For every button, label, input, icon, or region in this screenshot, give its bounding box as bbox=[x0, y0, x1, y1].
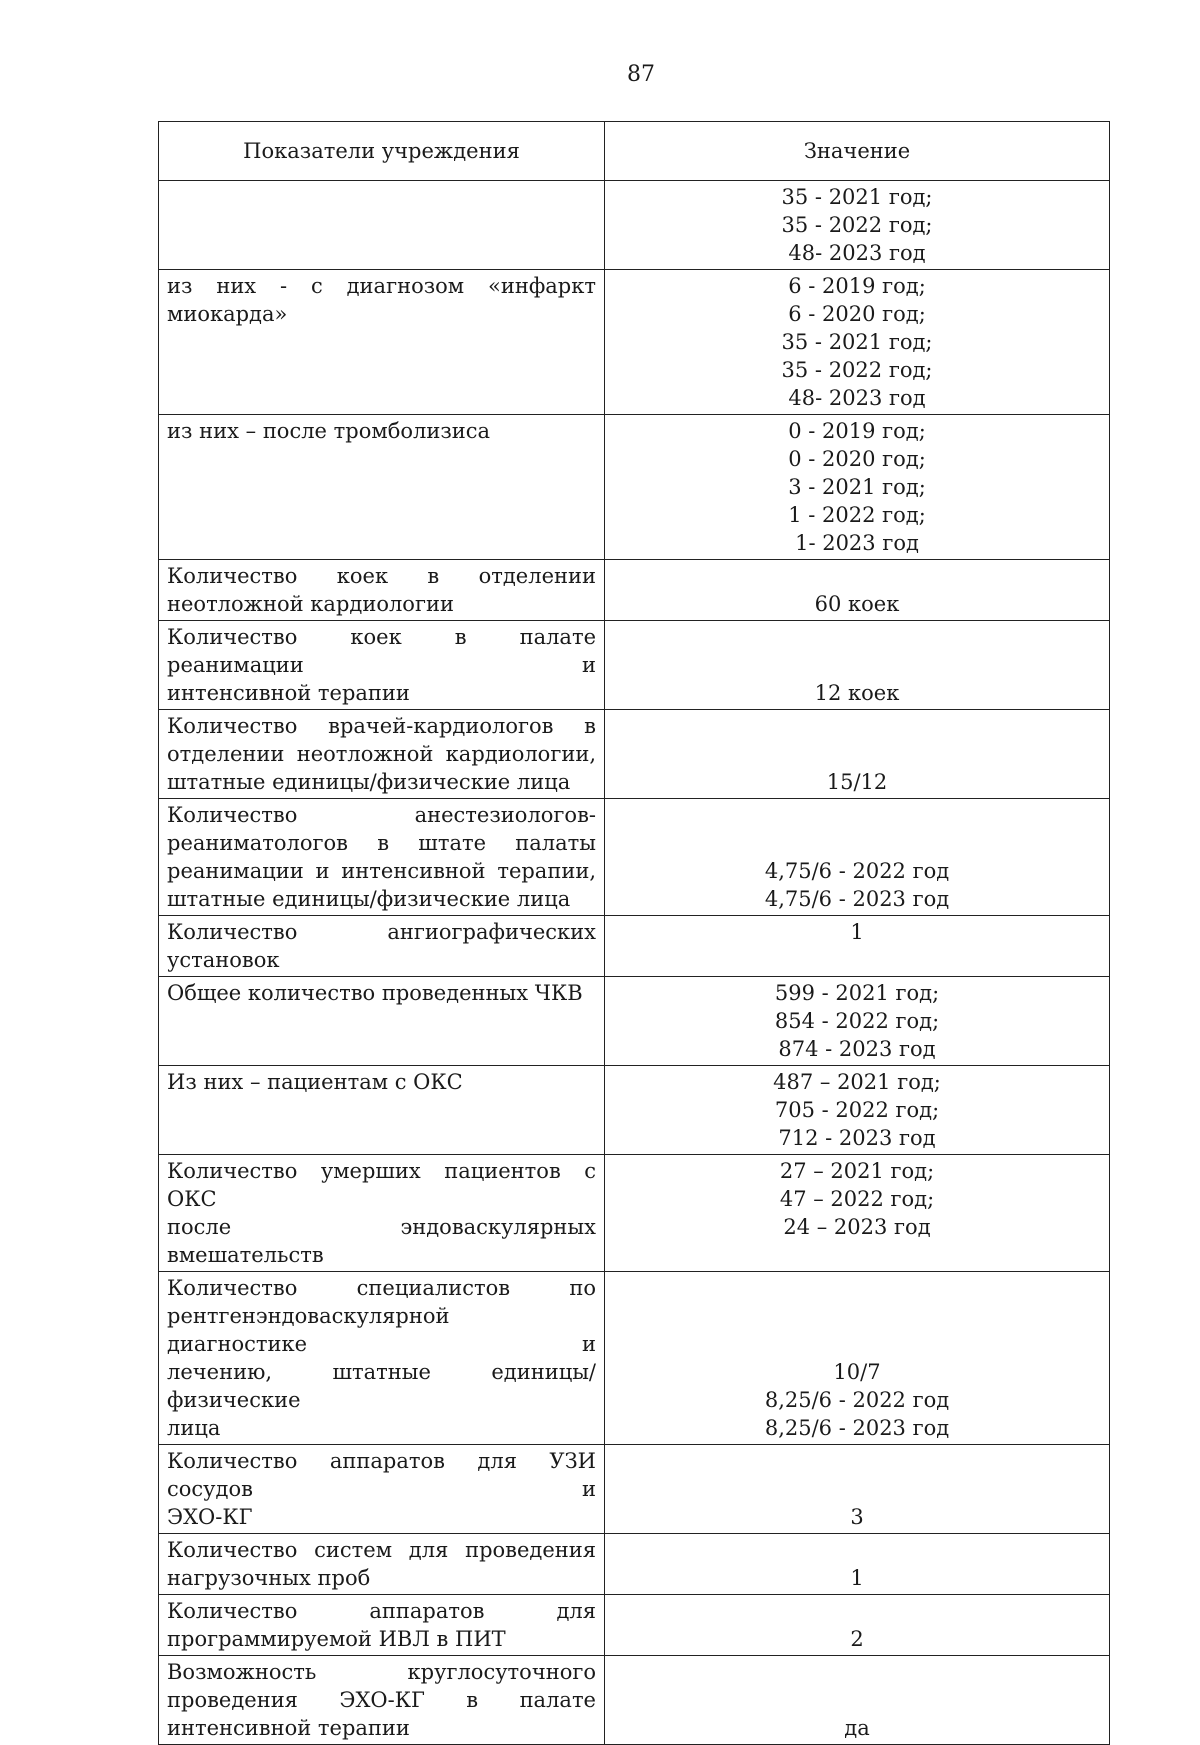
header-indicators: Показатели учреждения bbox=[159, 122, 605, 181]
table-row bbox=[159, 977, 1110, 1066]
value-line: 35 - 2022 год; bbox=[781, 358, 933, 382]
indicator-cell bbox=[159, 560, 605, 621]
indicator-line: Количество умерших пациентов с ОКС bbox=[167, 1159, 596, 1211]
indicator-cell bbox=[159, 1656, 605, 1745]
value-line: 47 – 2022 год; bbox=[779, 1187, 935, 1211]
indicator-line: лица bbox=[167, 1416, 221, 1440]
table-row bbox=[159, 1534, 1110, 1595]
value-cell bbox=[605, 916, 1110, 977]
indicator-line: Количество коек в палате реанимации и bbox=[167, 625, 596, 677]
value-line: да bbox=[844, 1716, 870, 1740]
indicator-cell bbox=[159, 270, 605, 415]
value-line: 48- 2023 год bbox=[788, 241, 926, 265]
value-line: 6 - 2020 год; bbox=[788, 302, 926, 326]
indicator-line: Количество специалистов по bbox=[167, 1276, 596, 1300]
value-cell bbox=[605, 1272, 1110, 1445]
value-line: 599 - 2021 год; bbox=[774, 981, 940, 1005]
indicator-cell bbox=[159, 621, 605, 710]
indicator-cell bbox=[159, 1155, 605, 1272]
indicator-line: Возможность круглосуточного bbox=[167, 1660, 596, 1684]
value-line: 4,75/6 - 2022 год bbox=[764, 859, 950, 883]
value-cell bbox=[605, 270, 1110, 415]
value-line: 15/12 bbox=[826, 770, 888, 794]
value-line: 35 - 2021 год; bbox=[781, 330, 933, 354]
indicator-line: реаниматологов в штате палаты bbox=[167, 831, 596, 855]
value-line: 3 - 2021 год; bbox=[788, 475, 926, 499]
indicator-cell bbox=[159, 710, 605, 799]
indicator-line: интенсивной терапии bbox=[167, 1716, 410, 1740]
indicator-line: отделении неотложной кардиологии, bbox=[167, 742, 596, 766]
value-cell bbox=[605, 415, 1110, 560]
value-line: 35 - 2022 год; bbox=[781, 213, 933, 237]
indicator-line: Количество анестезиологов- bbox=[167, 803, 596, 827]
indicator-line: реанимации и интенсивной терапии, bbox=[167, 859, 596, 883]
indicator-cell bbox=[159, 1445, 605, 1534]
table-body bbox=[159, 181, 1110, 1745]
value-line: 27 – 2021 год; bbox=[779, 1159, 935, 1183]
value-line: 1 bbox=[850, 1566, 864, 1590]
value-line: 0 - 2019 год; bbox=[788, 419, 926, 443]
table-row bbox=[159, 1656, 1110, 1745]
value-line: 12 коек bbox=[814, 681, 900, 705]
indicator-cell bbox=[159, 1066, 605, 1155]
value-line: 24 – 2023 год bbox=[783, 1215, 931, 1239]
table-row bbox=[159, 916, 1110, 977]
value-line: 6 - 2019 год; bbox=[788, 274, 926, 298]
indicator-cell bbox=[159, 1272, 605, 1445]
value-line: 60 коек bbox=[814, 592, 900, 616]
table-row bbox=[159, 415, 1110, 560]
value-cell bbox=[605, 1534, 1110, 1595]
table-row bbox=[159, 1272, 1110, 1445]
indicator-line: из них – после тромболизиса bbox=[167, 419, 491, 443]
indicator-line: из них - с диагнозом «инфаркт миокарда» bbox=[167, 274, 596, 326]
table-row bbox=[159, 1066, 1110, 1155]
value-line: 0 - 2020 год; bbox=[788, 447, 926, 471]
indicator-line: штатные единицы/физические лица bbox=[167, 887, 571, 911]
indicator-line: неотложной кардиологии bbox=[167, 592, 454, 616]
value-cell bbox=[605, 1066, 1110, 1155]
value-cell bbox=[605, 181, 1110, 270]
indicator-line: программируемой ИВЛ в ПИТ bbox=[167, 1627, 506, 1651]
indicator-line: после эндоваскулярных вмешательств bbox=[167, 1215, 596, 1267]
indicator-line: Общее количество проведенных ЧКВ bbox=[167, 981, 583, 1005]
indicator-line: Из них – пациентам с ОКС bbox=[167, 1070, 463, 1094]
page-number: 87 bbox=[627, 62, 655, 87]
indicator-line: Количество систем для проведения bbox=[167, 1538, 596, 1562]
table-row bbox=[159, 1155, 1110, 1272]
value-line: 35 - 2021 год; bbox=[781, 185, 933, 209]
indicator-line: Количество врачей-кардиологов в bbox=[167, 714, 596, 738]
indicators-table bbox=[158, 121, 1110, 1745]
indicator-cell bbox=[159, 1534, 605, 1595]
table-row bbox=[159, 621, 1110, 710]
indicator-line: Количество коек в отделении bbox=[167, 564, 596, 588]
value-line: 1 - 2022 год; bbox=[788, 503, 926, 527]
table-row bbox=[159, 181, 1110, 270]
indicator-cell bbox=[159, 415, 605, 560]
value-line: 1- 2023 год bbox=[795, 531, 919, 555]
value-line: 10/7 bbox=[833, 1360, 881, 1384]
indicator-line: рентгенэндоваскулярной диагностике и bbox=[167, 1304, 596, 1356]
value-line: 854 - 2022 год; bbox=[774, 1009, 940, 1033]
value-cell bbox=[605, 1656, 1110, 1745]
indicator-line: Количество аппаратов для УЗИ сосудов и bbox=[167, 1449, 596, 1501]
value-cell bbox=[605, 1155, 1110, 1272]
indicator-line: проведения ЭХО-КГ в палате bbox=[167, 1688, 596, 1712]
indicator-line: интенсивной терапии bbox=[167, 681, 410, 705]
value-line: 874 - 2023 год bbox=[778, 1037, 936, 1061]
table-row bbox=[159, 1445, 1110, 1534]
indicator-line: лечению, штатные единицы/физические bbox=[167, 1360, 596, 1412]
value-line: 487 – 2021 год; bbox=[773, 1070, 941, 1094]
table-row bbox=[159, 560, 1110, 621]
value-line: 8,25/6 - 2022 год bbox=[764, 1388, 950, 1412]
indicator-cell bbox=[159, 799, 605, 916]
indicator-cell bbox=[159, 916, 605, 977]
table-header-row bbox=[159, 122, 1110, 181]
value-cell bbox=[605, 560, 1110, 621]
value-line: 48- 2023 год bbox=[788, 386, 926, 410]
value-cell bbox=[605, 710, 1110, 799]
indicator-line: ЭХО-КГ bbox=[167, 1505, 253, 1529]
indicator-cell bbox=[159, 977, 605, 1066]
indicator-line: штатные единицы/физические лица bbox=[167, 770, 571, 794]
value-cell bbox=[605, 977, 1110, 1066]
indicator-cell bbox=[159, 1595, 605, 1656]
value-cell bbox=[605, 1595, 1110, 1656]
value-cell bbox=[605, 799, 1110, 916]
indicator-line: Количество ангиографических установок bbox=[167, 920, 596, 972]
header-value: Значение bbox=[605, 122, 1110, 181]
table-row bbox=[159, 270, 1110, 415]
table-row bbox=[159, 799, 1110, 916]
value-line: 1 bbox=[850, 920, 864, 944]
value-line: 8,25/6 - 2023 год bbox=[764, 1416, 950, 1440]
indicator-line: нагрузочных проб bbox=[167, 1566, 371, 1590]
indicator-cell bbox=[159, 181, 605, 270]
value-cell bbox=[605, 1445, 1110, 1534]
value-line: 3 bbox=[850, 1505, 864, 1529]
value-line: 4,75/6 - 2023 год bbox=[764, 887, 950, 911]
value-line: 2 bbox=[850, 1627, 864, 1651]
value-line: 712 - 2023 год bbox=[778, 1126, 936, 1150]
value-cell bbox=[605, 621, 1110, 710]
value-line: 705 - 2022 год; bbox=[774, 1098, 940, 1122]
table-row bbox=[159, 1595, 1110, 1656]
indicator-line: Количество аппаратов для bbox=[167, 1599, 596, 1623]
table-row bbox=[159, 710, 1110, 799]
